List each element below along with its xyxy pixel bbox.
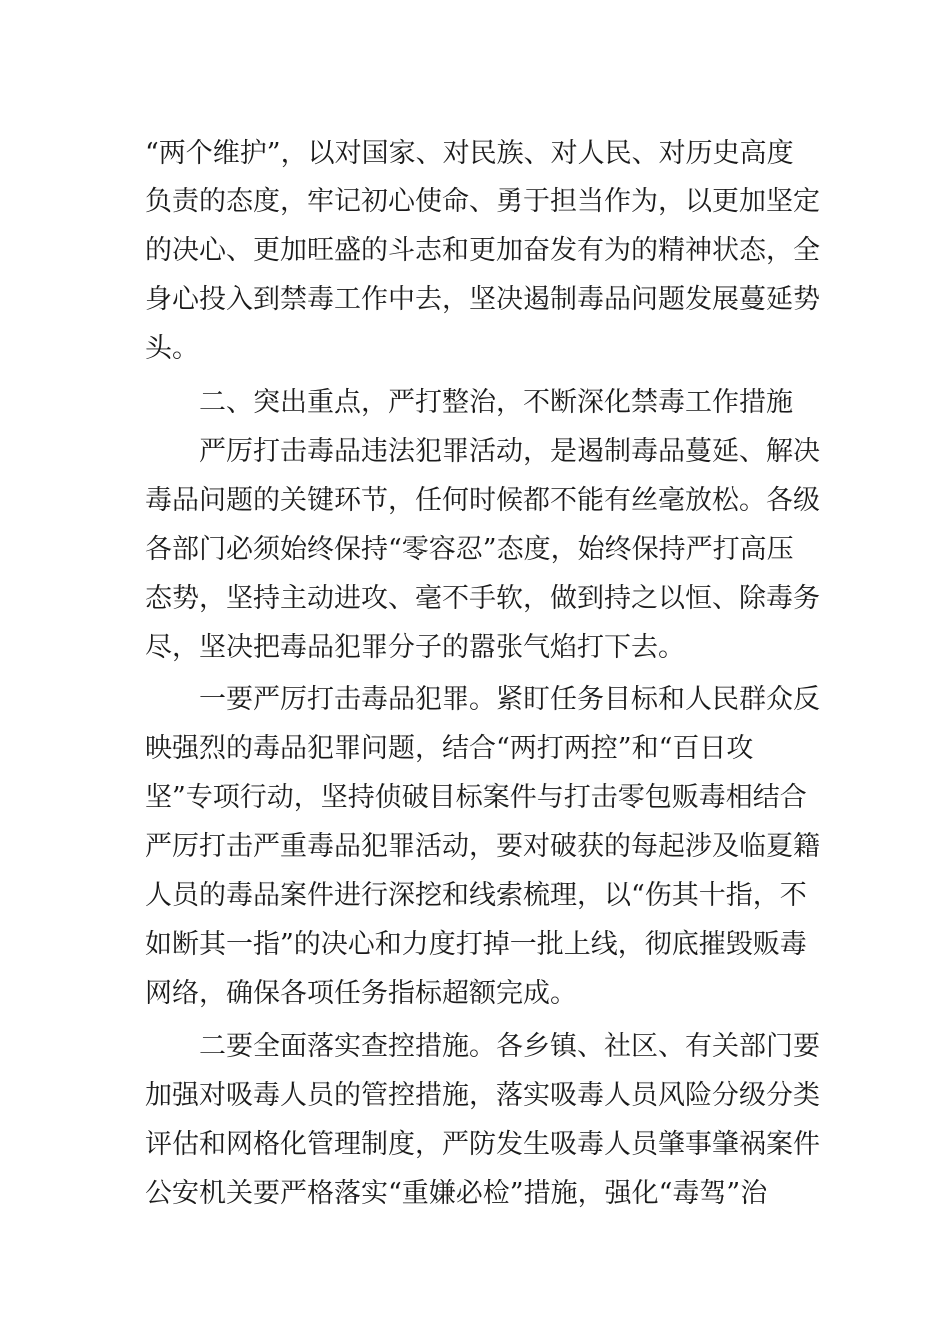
text-line: 加强对吸毒人员的管控措施，落实吸毒人员风险分级分类 [145, 1080, 820, 1111]
section-heading: 二、突出重点，严打整治，不断深化禁毒工作措施 [199, 387, 793, 418]
text-line: 一要严厉打击毒品犯罪。紧盯任务目标和人民群众反 [199, 684, 820, 715]
text-line: 头。 [145, 333, 199, 364]
text-line: 如断其一指”的决心和力度打掉一批上线，彻底摧毁贩毒 [145, 929, 807, 960]
text-line: 人员的毒品案件进行深挖和线索梳理，以“伤其十指，不 [145, 880, 807, 911]
text-line: 严厉打击毒品违法犯罪活动，是遏制毒品蔓延、解决 [199, 436, 820, 467]
text-line: “两个维护”，以对国家、对民族、对人民、对历史高度 [145, 138, 794, 169]
text-line: 负责的态度，牢记初心使命、勇于担当作为，以更加坚定 [145, 186, 820, 217]
text-line: 态势，坚持主动进攻、毫不手软，做到持之以恒、除毒务 [145, 583, 820, 614]
text-line: 映强烈的毒品犯罪问题，结合“两打两控”和“百日攻 [145, 733, 754, 764]
text-line: 网络，确保各项任务指标超额完成。 [145, 978, 577, 1009]
text-line: 公安机关要严格落实“重嫌必检”措施，强化“毒驾”治 [145, 1178, 768, 1209]
text-line: 严厉打击严重毒品犯罪活动，要对破获的每起涉及临夏籍 [145, 831, 820, 862]
text-line: 坚”专项行动，坚持侦破目标案件与打击零包贩毒相结合 [145, 782, 807, 813]
text-line: 毒品问题的关键环节，任何时候都不能有丝毫放松。各级 [145, 485, 820, 516]
text-line: 各部门必须始终保持“零容忍”态度，始终保持严打高压 [145, 534, 794, 565]
text-line: 评估和网格化管理制度，严防发生吸毒人员肇事肇祸案件 [145, 1129, 820, 1160]
text-line: 的决心、更加旺盛的斗志和更加奋发有为的精神状态，全 [145, 235, 820, 266]
text-line: 身心投入到禁毒工作中去，坚决遏制毒品问题发展蔓延势 [145, 284, 820, 315]
text-line: 二要全面落实查控措施。各乡镇、社区、有关部门要 [199, 1031, 820, 1062]
text-line: 尽，坚决把毒品犯罪分子的嚣张气焰打下去。 [145, 632, 685, 663]
